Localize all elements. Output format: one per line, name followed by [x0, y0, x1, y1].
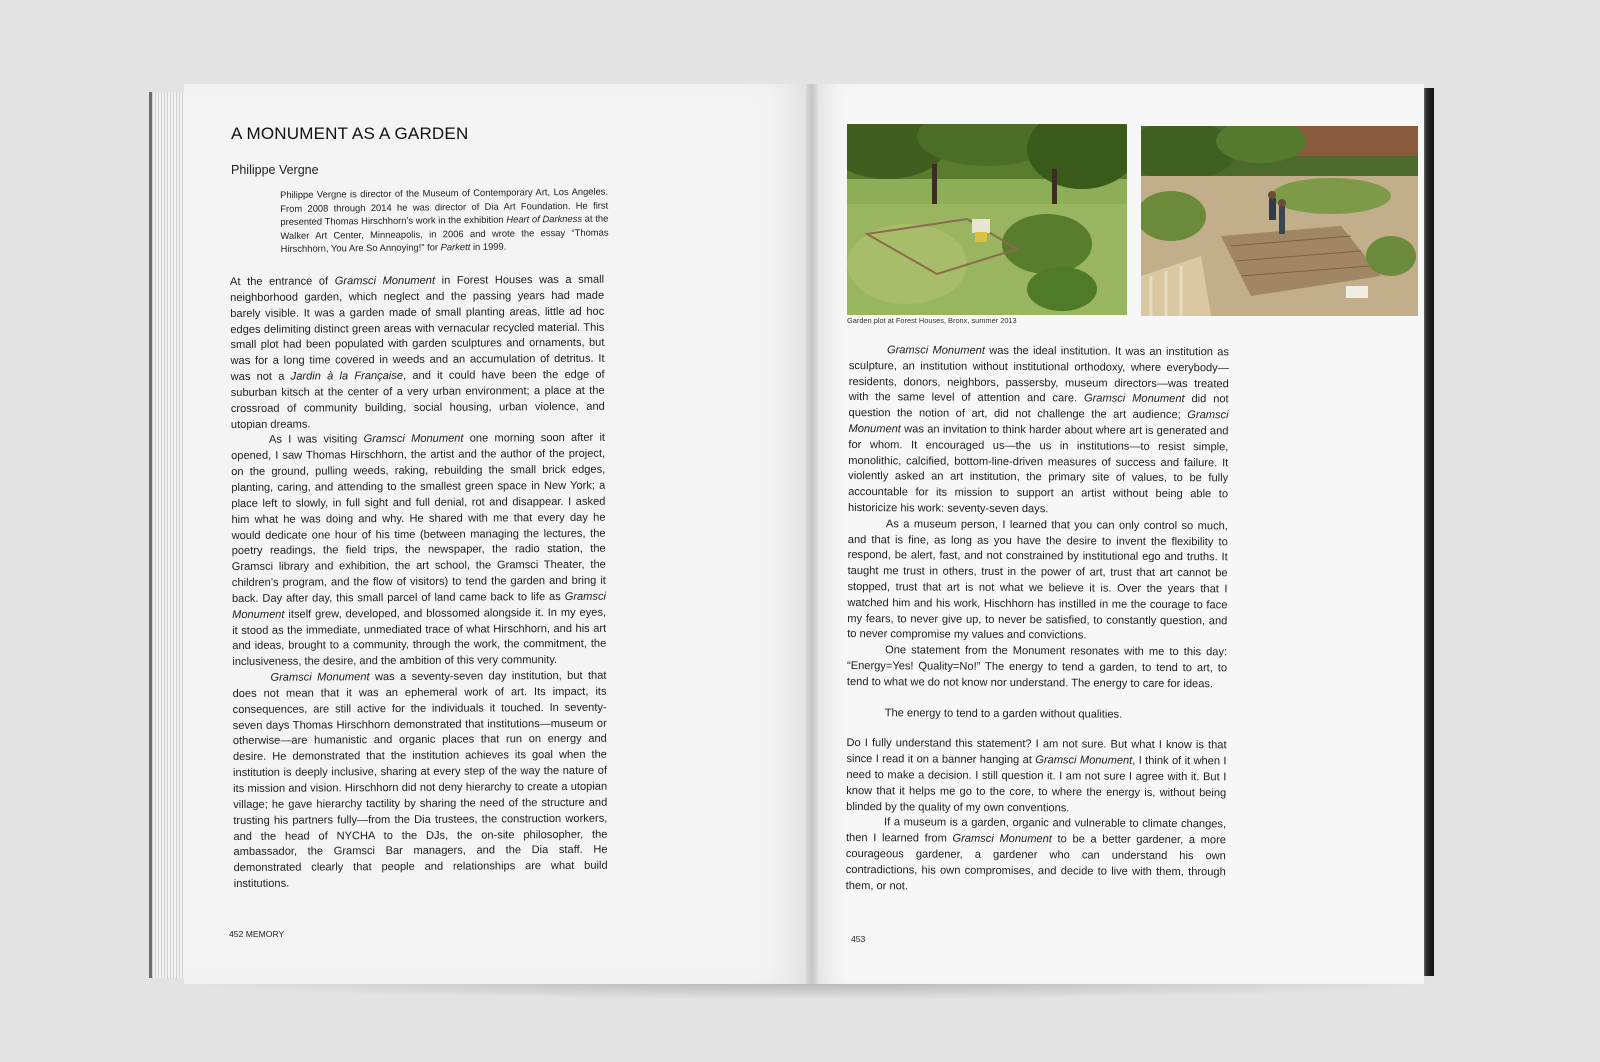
- page-number-left: 452 MEMORY: [229, 929, 285, 939]
- book-gutter: [806, 84, 818, 984]
- body-paragraph: One statement from the Monument resonates with me to this day: “Energy=Yes! Quality=No!” The energy to tend a garden, to tend to art, to tend to what we do not know nor understand. The energy to care for ideas.: [846, 644, 1228, 690]
- garden-photo-2: [1141, 126, 1418, 316]
- left-text-column: [230, 273, 608, 893]
- body-paragraph: As a museum person, I learned that you can only control so much, and that is fine, as long as you have the desire to invent the flexibility to respond, be alert, fast, and not constrained by institutional ego and truths. It taught me trust in others, trust in the power of art, trust that art cannot be stopped, trust that art is not what we believe it is. Over the years that I watched him and his work, Hischhorn has instilled in me the courage to face my fears, to never give up, to never be satisfied, to constantly question, and to never compromise my values and convictions.: [847, 517, 1228, 642]
- garden-photo-1: [847, 124, 1127, 315]
- body-paragraph: At the entrance of Gramsci Monument in Forest Houses was a small neighborhood garden, which neglect and the passing years had made barely visible. It was a garden made of small planting areas, little ad hoc edges delimiting distinct green areas with vernacular recycled material. This small plot had been populated with garden sculptures and ornaments, but was for a long time covered in weeds and an accumulation of detritus. It was not a Jardin à la Française, and it could have been the edge of suburban kitsch at the center of a very urban environment; a place at the crossroad of community building, social housing, urban violence, and utopian dreams.: [230, 273, 605, 431]
- body-paragraph: Do I fully understand this statement? I am not sure. But what I know is that since I read it on a banner hanging at Gramsci Monument, I think of it when I need to make a decision. I still question it. I am not sure I agree with it. But I know that it helps me go to the core, to where the energy is, without being blinded by the quality of my own conventions.: [846, 737, 1227, 814]
- article-author: Philippe Vergne: [231, 163, 319, 177]
- photo-caption: Garden plot at Forest Houses, Bronx, summer 2013: [847, 316, 1017, 325]
- body-paragraph: Gramsci Monument was a seventy-seven day institution, but that does not mean that it was an ephemeral work of art. Its impact, its consequences, are still active for the individuals it touched. In seventy-seven days Thomas Hirschhorn demonstrated that institutions—museum or otherwise—are humanistic and organic places that run on energy and desire. He demonstrated that the institution achieves its goal when the institution is deeply inclusive, sharing at every step of the way the nature of its mission and vision. Hirschhorn did not deny hierarchy to create a utopian village; he gave hierarchy tactility by sharing the need of the structure and trusting his partners fully—from the Dia trustees, the construction workers, and the head of NYCHA to the DJs, the on-site philosopher, the ambassador, the Gramsci Bar managers, and the Dia staff. He demonstrated clearly that people and relationships are what build institutions.: [232, 669, 608, 891]
- right-text-column: [846, 343, 1229, 897]
- article-title: A MONUMENT AS A GARDEN: [231, 124, 469, 143]
- author-bio: Philippe Vergne is director of the Museum of Contemporary Art, Los Angeles. From 2008 through 2014 he was director of Dia Art Foundation. He first presented Thomas Hirschhorn’s work in the exhibition Heart of Darkness at the Walker Art Center, Minneapolis, in 2006 and wrote the essay “Thomas Hirschhorn, You Are So Annoying!” for Parkett in 1999.: [280, 185, 609, 255]
- body-paragraph: Gramsci Monument was the ideal institution. It was an institution as sculpture, an institution without institutional orthodoxy, where everybody—residents, donors, neighbors, passersby, museum directors—was treated with the same level of attention and care. Gramsci Monument did not question the notion of art, did not challenge the art audience; Gramsci Monument was an invitation to think harder about where art is generated and for whom. It encouraged us—the us in institutions—to resist simple, monolithic, calcified, bottom-line-driven measures of success and failure. It violently asked an art institution, the primary site of values, to be fully accountable for its mission to support an artist without being able to historicize his work: seventy-seven days.: [847, 344, 1229, 516]
- body-paragraph: As I was visiting Gramsci Monument one morning soon after it opened, I saw Thomas Hirschhorn, the artist and the author of the project, on the ground, pulling weeds, raking, rebuilding the small brick edges, planting, caring, and attending to the smallest green space in New York; a place left to slowly, in full sight and full denial, rot and disappear. I asked him what he was doing and why. He shared with me that every day he would dedicate one hour of his time (between managing the lectures, the poetry readings, the field trips, the newspaper, the radio station, the Gramsci library and exhibition, the art school, the Gramsci Theater, the children’s program, and the flow of visitors) to tend the garden and bring it back. Day after day, this small parcel of land came back to life as Gramsci Monument itself grew, developed, and blossomed alongside it. In my eyes, it stood as the immediate, unmediated trace of what Hirschhorn, and his art and ideas, brought to a community, through the work, the commitment, the inclusiveness, the desire, and the ambition of this very community.: [231, 432, 607, 669]
- body-paragraph: The energy to tend to a garden without qualities.: [884, 706, 1123, 721]
- body-paragraph: If a museum is a garden, organic and vulnerable to climate changes, then I learned from Gramsci Monument to be a better gardener, a more courageous gardener, a gardener who can understand his own contradictions, his own compromises, and decide to live with them, through them, or not.: [845, 816, 1227, 892]
- page-number-right: 453: [851, 934, 866, 944]
